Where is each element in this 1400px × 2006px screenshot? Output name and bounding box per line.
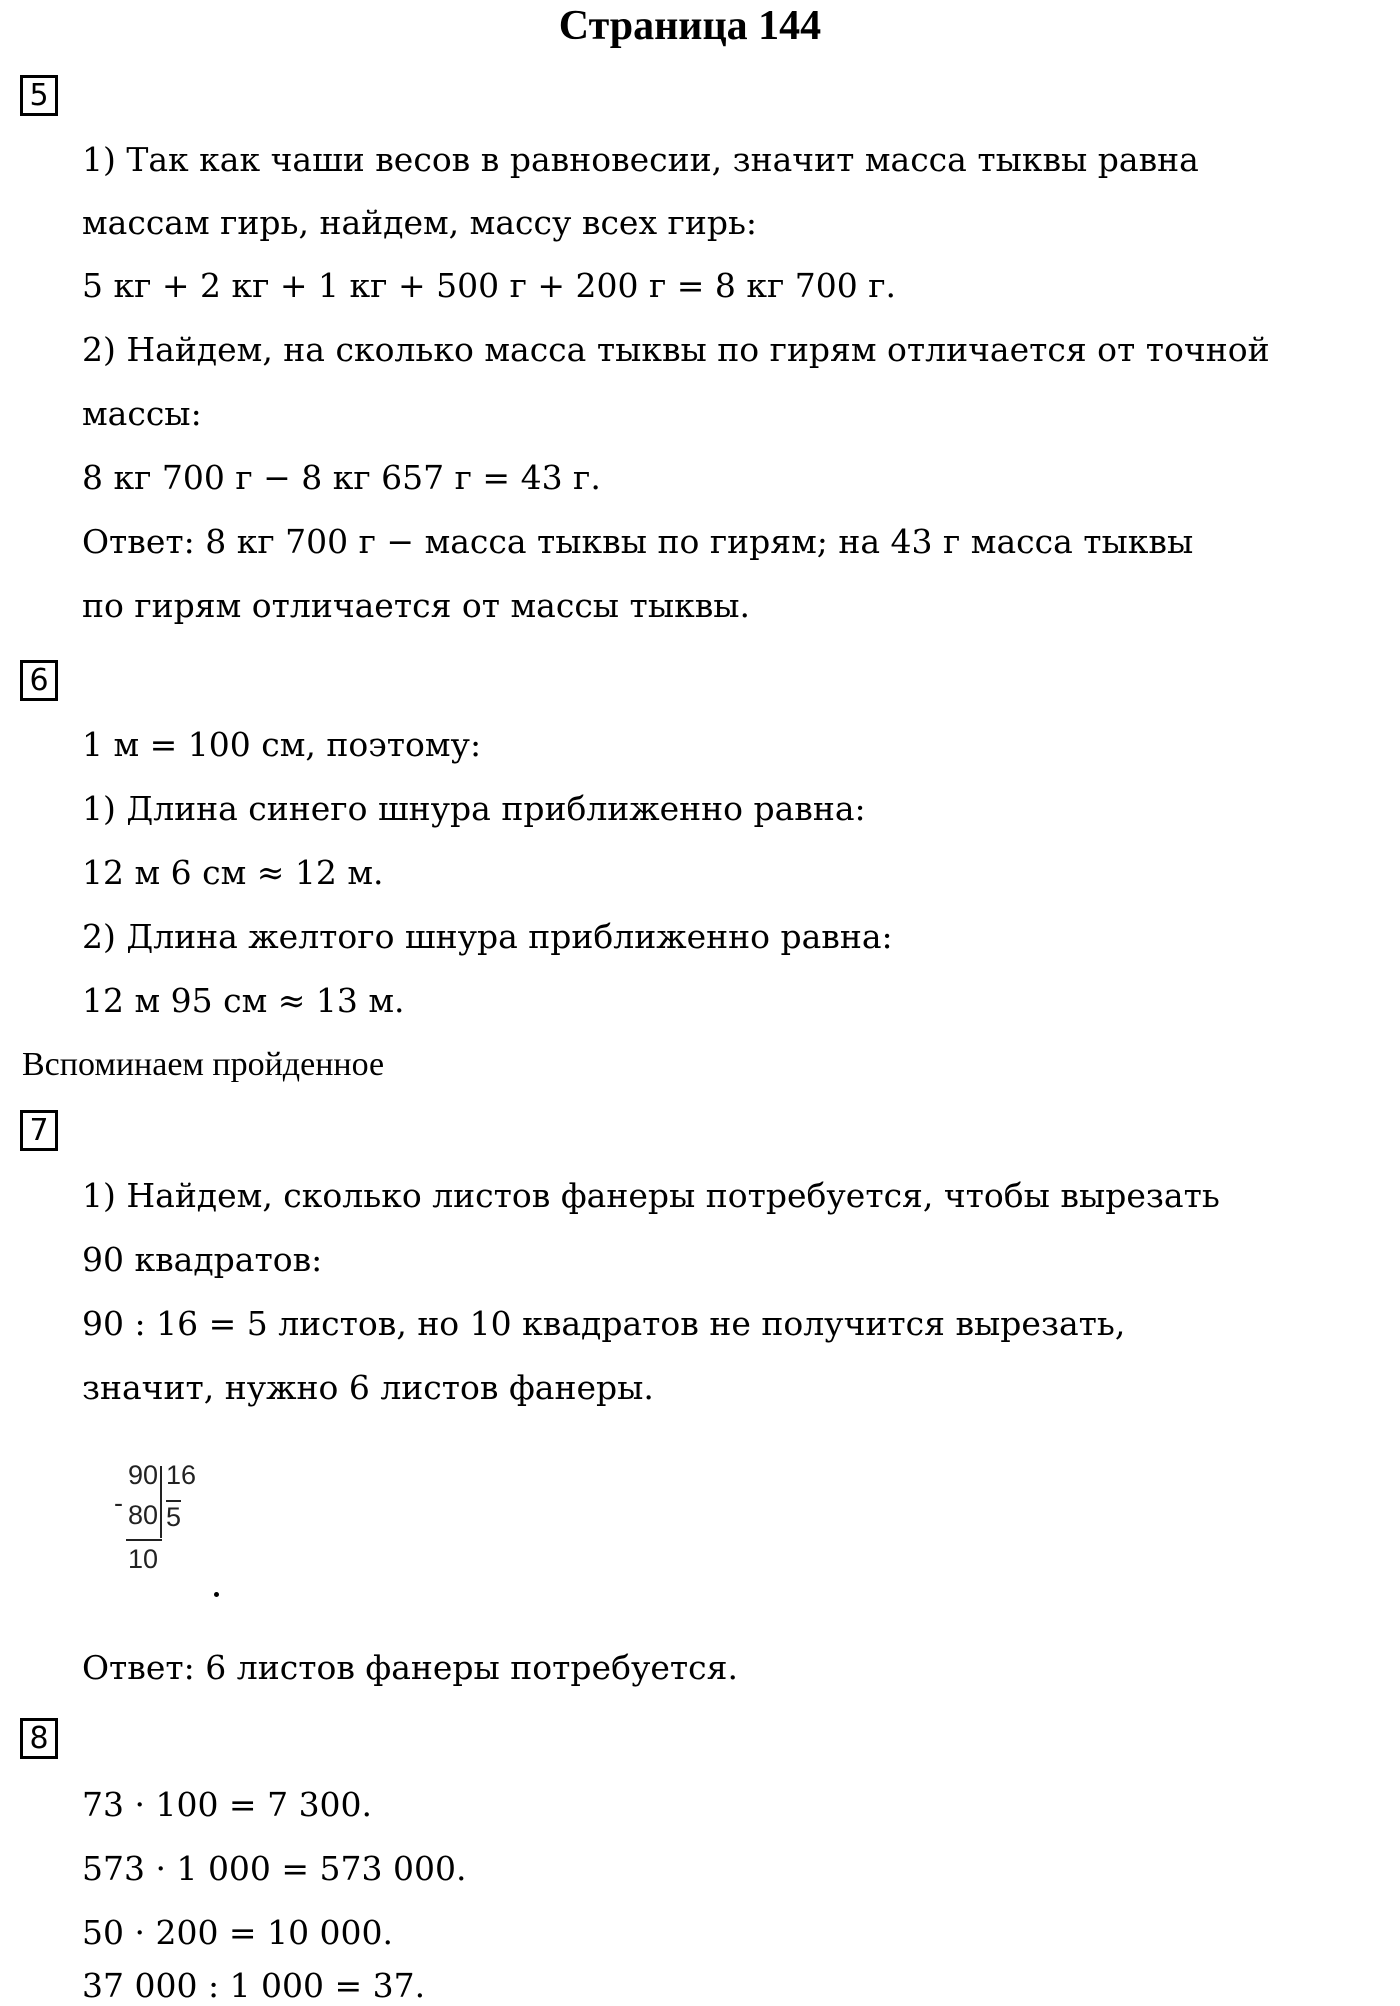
task-5-line-2: массам гирь, найдем, массу всех гирь: xyxy=(82,203,758,242)
task-6-line-1: 1 м = 100 см, поэтому: xyxy=(82,725,482,764)
task-6-line-2: 1) Длина синего шнура приближенно равна: xyxy=(82,789,866,828)
page-title: Страница 144 xyxy=(558,3,822,49)
task-number-7: 7 xyxy=(20,1110,58,1151)
task-number-5: 5 xyxy=(20,75,58,116)
division-minus-sign: - xyxy=(114,1488,123,1518)
task-6-line-5: 12 м 95 см ≈ 13 м. xyxy=(82,981,405,1020)
task-7-line-4: значит, нужно 6 листов фанеры. xyxy=(82,1368,654,1407)
task-7-line-1: 1) Найдем, сколько листов фанеры потребуется, чтобы вырезать xyxy=(82,1176,1220,1215)
long-division xyxy=(110,1460,220,1595)
task-5-answer-line-1: Ответ: 8 кг 700 г − масса тыквы по гирям; на 43 г масса тыквы xyxy=(82,522,1194,561)
task-7-line-2: 90 квадратов: xyxy=(82,1240,323,1279)
task-5-line-1: 1) Так как чаши весов в равновесии, значит масса тыквы равна xyxy=(82,140,1199,179)
task-5-line-5: массы: xyxy=(82,394,202,433)
task-8-line-3: 50 · 200 = 10 000. xyxy=(82,1913,394,1952)
task-6-line-3: 12 м 6 см ≈ 12 м. xyxy=(82,853,384,892)
division-dividend: 90 xyxy=(128,1460,159,1490)
division-vertical-bar xyxy=(160,1466,162,1538)
division-quotient: 5 xyxy=(166,1502,182,1532)
task-5-line-4: 2) Найдем, на сколько масса тыквы по гирям отличается от точной xyxy=(82,330,1270,369)
task-5-line-6: 8 кг 700 г − 8 кг 657 г = 43 г. xyxy=(82,458,601,497)
division-remainder: 10 xyxy=(128,1544,159,1574)
division-horizontal-bar xyxy=(126,1539,162,1541)
task-8-line-2: 573 · 1 000 = 573 000. xyxy=(82,1849,467,1888)
division-subtrahend: 80 xyxy=(128,1500,159,1530)
stray-dot xyxy=(214,1592,219,1597)
task-number-8: 8 xyxy=(20,1718,58,1759)
task-8-line-1: 73 · 100 = 7 300. xyxy=(82,1785,373,1824)
task-6-line-4: 2) Длина желтого шнура приближенно равна: xyxy=(82,917,893,956)
division-divisor: 16 xyxy=(166,1460,197,1490)
task-number-6: 6 xyxy=(20,660,58,701)
task-7-answer: Ответ: 6 листов фанеры потребуется. xyxy=(82,1648,738,1687)
section-heading: Вспоминаем пройденное xyxy=(22,1046,385,1083)
task-5-line-3: 5 кг + 2 кг + 1 кг + 500 г + 200 г = 8 кг 700 г. xyxy=(82,266,897,305)
task-8-line-4: 37 000 : 1 000 = 37. xyxy=(82,1966,426,2005)
task-5-answer-line-2: по гирям отличается от массы тыквы. xyxy=(82,586,751,625)
task-7-line-3: 90 : 16 = 5 листов, но 10 квадратов не получится вырезать, xyxy=(82,1304,1126,1343)
